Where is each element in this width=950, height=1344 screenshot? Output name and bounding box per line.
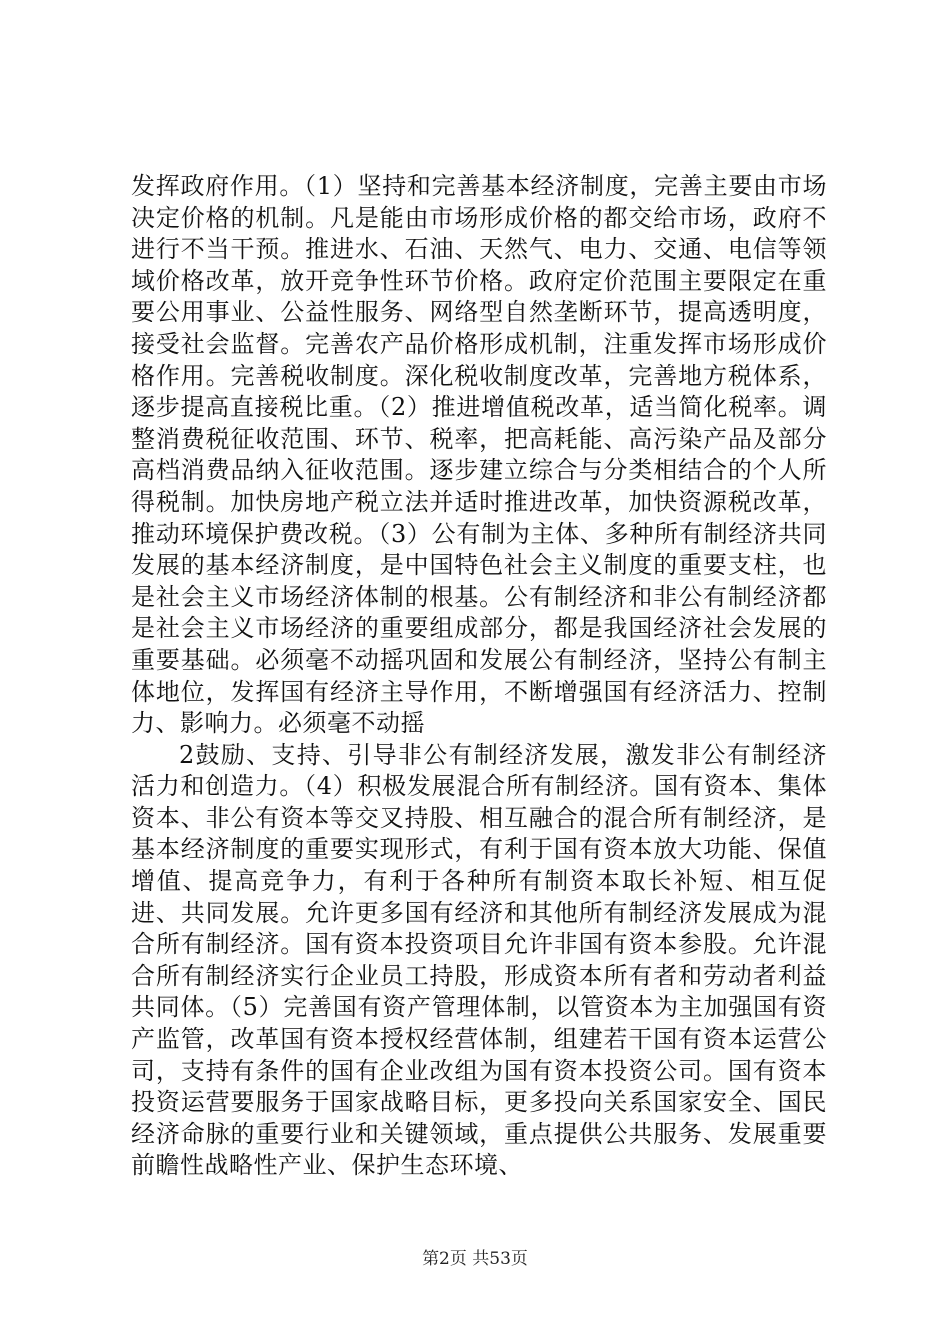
paragraph-1: 发挥政府作用。（1）坚持和完善基本经济制度，完善主要由市场决定价格的机制。凡是能由市场形成价格的都交给市场，政府不进行不当干预。推进水、石油、天然气、电力、交通、电信等领域价格改革，放开竞争性环节价格。政府定价范围主要限定在重要公用事业、公益性服务、网络型自然垄断环节，提高透明度，接受社会监督。完善农产品价格形成机制，注重发挥市场形成价格作用。完善税收制度。深化税收制度改革，完善地方税体系，逐步提高直接税比重。（2）推进增值税改革，适当简化税率。调整消费税征收范围、环节、税率，把高耗能、高污染产品及部分高档消费品纳入征收范围。逐步建立综合与分类相结合的个人所得税制。加快房地产税立法并适时推进改革，加快资源税改革，推动环境保护费改税。（3）公有制为主体、多种所有制经济共同发展的基本经济制度，是中国特色社会主义制度的重要支柱，也是社会主义市场经济体制的根基。公有制经济和非公有制经济都是社会主义市场经济的重要组成部分，都是我国经济社会发展的重要基础。必须毫不动摇巩固和发展公有制经济，坚持公有制主体地位，发挥国有经济主导作用，不断增强国有经济活力、控制力、影响力。必须毫不动摇 [131, 172, 827, 738]
document-body [131, 171, 827, 1182]
page-number: 第2页 共53页 [422, 1249, 528, 1269]
paragraph-2: 2鼓励、支持、引导非公有制经济发展，激发非公有制经济活力和创造力。（4）积极发展混合所有制经济。国有资本、集体资本、非公有资本等交叉持股、相互融合的混合所有制经济，是基本经济制度的重要实现形式，有利于国有资本放大功能、保值增值、提高竞争力，有利于各种所有制资本取长补短、相互促进、共同发展。允许更多国有经济和其他所有制经济发展成为混合所有制经济。国有资本投资项目允许非国有资本参股。允许混合所有制经济实行企业员工持股，形成资本所有者和劳动者利益共同体。（5）完善国有资产管理体制，以管资本为主加强国有资产监管，改革国有资本授权经营体制，组建若干国有资本运营公司，支持有条件的国有企业改组为国有资本投资公司。国有资本投资运营要服务于国家战略目标，更多投向关系国家安全、国民经济命脉的重要行业和关键领域，重点提供公共服务、发展重要前瞻性战略性产业、保护生态环境、 [131, 740, 827, 1180]
